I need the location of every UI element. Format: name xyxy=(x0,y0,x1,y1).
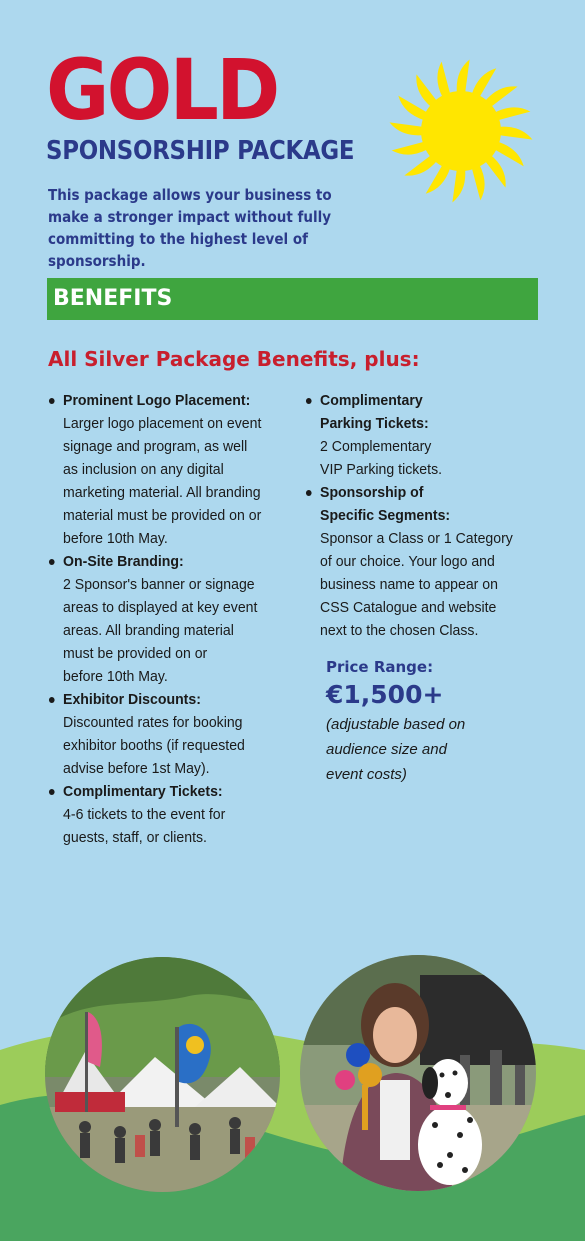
price-note-line: event costs) xyxy=(326,766,407,783)
benefits-label: BENEFITS xyxy=(53,286,173,311)
bullet-icon xyxy=(306,490,312,496)
benefit-item xyxy=(305,481,521,642)
benefit-title: Complimentary Tickets: xyxy=(63,783,223,800)
benefit-line: marketing material. All branding xyxy=(63,484,261,501)
price-block xyxy=(326,656,526,787)
festival-tents-photo xyxy=(45,957,280,1192)
bullet-icon xyxy=(49,789,55,795)
benefit-line: signage and program, as well xyxy=(63,438,248,455)
benefit-line: next to the chosen Class. xyxy=(320,622,479,639)
benefits-heading: All Silver Package Benefits, plus: xyxy=(48,347,420,371)
benefit-line: VIP Parking tickets. xyxy=(320,461,443,478)
benefit-line: of our choice. Your logo and xyxy=(320,553,495,570)
benefit-line: material must be provided on or xyxy=(63,507,262,524)
benefits-left-column xyxy=(48,389,288,849)
benefit-line: 2 Sponsor's banner or signage xyxy=(63,576,255,593)
benefit-line: must be provided on or xyxy=(63,645,208,662)
benefits-bar xyxy=(47,278,538,320)
benefit-line: before 10th May. xyxy=(63,668,168,685)
price-label: Price Range: xyxy=(326,658,434,676)
woman-with-dalmatian-photo xyxy=(300,955,536,1191)
benefit-line: business name to appear on xyxy=(320,576,498,593)
benefit-title: Complimentary xyxy=(320,392,423,409)
benefit-line: areas to displayed at key event xyxy=(63,599,258,616)
benefit-line: Larger logo placement on event xyxy=(63,415,262,432)
benefits-right-column xyxy=(305,389,535,642)
benefit-line: exhibitor booths (if requested xyxy=(63,737,245,754)
benefit-item xyxy=(305,389,521,481)
benefit-item xyxy=(48,780,274,849)
benefit-line: advise before 1st May). xyxy=(63,760,210,777)
benefit-item xyxy=(48,389,274,550)
page-title: GOLD xyxy=(46,41,278,139)
benefit-line: guests, staff, or clients. xyxy=(63,829,207,846)
price-note-line: audience size and xyxy=(326,741,447,758)
benefit-line: 2 Complementary xyxy=(320,438,432,455)
price-note xyxy=(326,712,526,787)
bullet-icon xyxy=(49,559,55,565)
bullet-icon xyxy=(49,697,55,703)
benefit-line: 4-6 tickets to the event for xyxy=(63,806,226,823)
bullet-icon xyxy=(306,398,312,404)
intro-text: This package allows your business to make a stronger impact without fully committing to the highest level of sponsorship. xyxy=(48,186,332,270)
benefit-line: CSS Catalogue and website xyxy=(320,599,497,616)
benefit-line: Sponsor a Class or 1 Category xyxy=(320,530,513,547)
price-value: €1,500+ xyxy=(326,680,444,709)
benefit-line: as inclusion on any digital xyxy=(63,461,224,478)
benefit-title: Specific Segments: xyxy=(320,507,451,524)
benefit-line: Discounted rates for booking xyxy=(63,714,243,731)
benefit-title: Sponsorship of xyxy=(320,484,424,501)
benefit-title: Parking Tickets: xyxy=(320,415,429,432)
benefit-item xyxy=(48,688,274,780)
bullet-icon xyxy=(49,398,55,404)
price-note-line: (adjustable based on xyxy=(326,716,466,733)
benefit-title: On-Site Branding: xyxy=(63,553,184,570)
benefit-title: Prominent Logo Placement: xyxy=(63,392,251,409)
benefit-line: areas. All branding material xyxy=(63,622,234,639)
benefit-item xyxy=(48,550,274,688)
sun-icon xyxy=(386,56,536,206)
page-subtitle: SPONSORSHIP PACKAGE xyxy=(46,136,355,166)
benefit-title: Exhibitor Discounts: xyxy=(63,691,201,708)
benefit-line: before 10th May. xyxy=(63,530,168,547)
